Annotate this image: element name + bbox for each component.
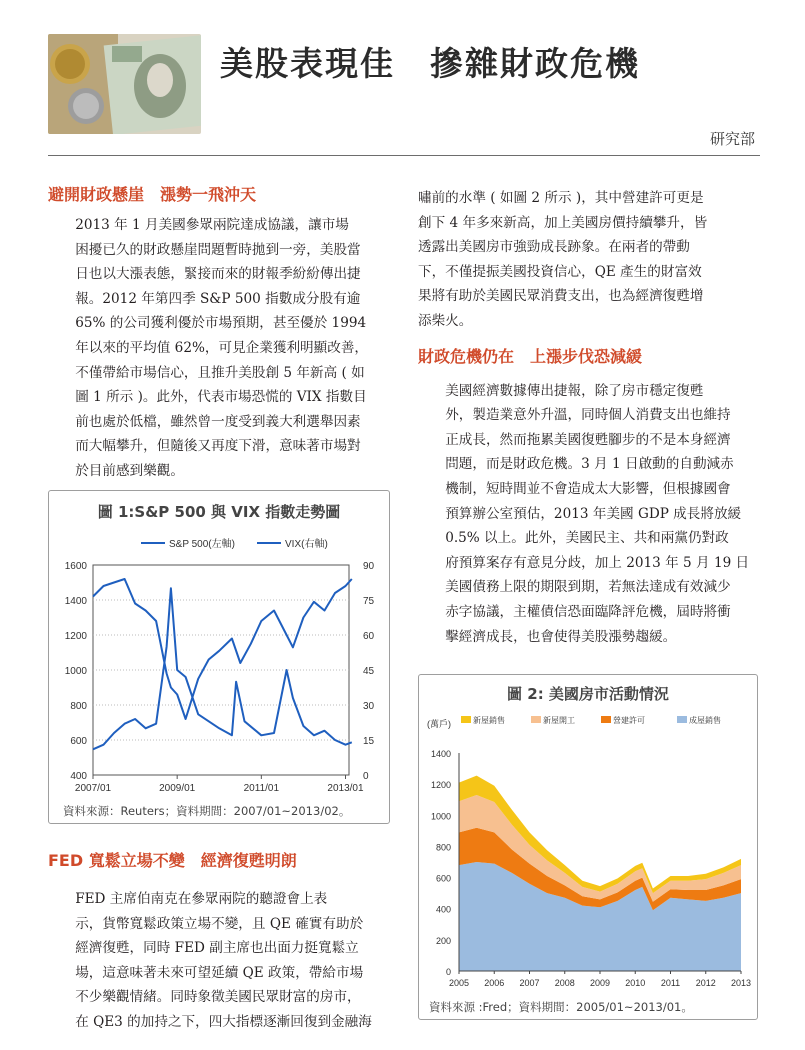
unit-label: (萬戶) <box>427 719 451 729</box>
text-line: 添柴火。 <box>418 312 473 329</box>
x-tick-label: 2006 <box>484 978 505 988</box>
text-line: 不僅帶給市場信心，且推升美股創 5 年新高 ( 如 <box>75 364 365 381</box>
y-right-tick-label: 15 <box>363 736 375 747</box>
y-right-tick-label: 45 <box>363 666 375 677</box>
x-tick-label: 2007/01 <box>74 783 112 794</box>
x-tick-label: 2013/01 <box>327 783 364 794</box>
department-label: 研究部 <box>709 130 755 148</box>
text-line: 果將有助於美國民眾消費支出，也為經濟復甦增 <box>418 288 704 305</box>
text-line: 場，這意味著未來可望延續 QE 政策，帶給市場 <box>75 964 364 981</box>
text-line: 正成長，然而拖累美國復甦腳步的不是本身經濟 <box>445 431 731 448</box>
section-heading: 財政危機仍在 上漲步伐恐減緩 <box>418 346 643 366</box>
y-left-tick-label: 1600 <box>64 561 87 572</box>
text-line: 於目前感到樂觀。 <box>75 462 184 479</box>
text-line: 下，不僅提振美國投資信心，QE 產生的財富效 <box>418 263 702 280</box>
text-line: 府預算案存有意見分歧，加上 2013 年 5 月 19 日 <box>445 554 750 571</box>
y-right-tick-label: 90 <box>363 561 375 572</box>
text-line: 嘯前的水準 ( 如圖 2 所示 )，其中營建許可更是 <box>418 190 704 206</box>
text-line: 0.5% 以上。此外，美國民主、共和兩黨仍對政 <box>445 530 729 547</box>
legend-label: 新屋開工 <box>543 716 575 725</box>
header-rule <box>48 155 760 156</box>
x-tick-label: 2005 <box>448 978 470 988</box>
y-left-tick-label: 600 <box>70 736 87 747</box>
chart-sp500-vix-plot <box>49 491 391 825</box>
legend-swatch <box>531 716 541 723</box>
x-tick-label: 2011/01 <box>243 783 280 794</box>
text-line: FED 主席伯南克在參眾兩院的聽證會上表 <box>75 891 328 907</box>
text-line: 示，貨幣寬鬆政策立場不變，且 QE 確實有助於 <box>75 915 364 932</box>
x-tick-label: 2009 <box>589 978 611 988</box>
series-line <box>93 588 352 749</box>
text-line: 美國經濟數據傳出捷報，除了房市穩定復甦 <box>445 382 704 399</box>
y-tick-label: 800 <box>435 842 451 853</box>
text-line: 擊經濟成長，也會使得美股漲勢趨緩。 <box>445 628 677 645</box>
text-line: 日也以大漲表態，緊接而來的財報季紛紛傳出捷 <box>75 266 361 283</box>
text-line: 創下 4 年多來新高，加上美國房價持續攀升，皆 <box>418 214 708 231</box>
text-line: 透露出美國房市強勁成長跡象。在兩者的帶動 <box>418 239 690 256</box>
chart-sp500-vix <box>48 490 390 824</box>
x-tick-label: 2010 <box>625 978 646 988</box>
text-line: 經濟復甦，同時 FED 副主席也出面力挺寬鬆立 <box>75 940 359 957</box>
y-tick-label: 1400 <box>430 749 451 759</box>
text-line: 在 QE3 的加持之下，四大指標逐漸回復到金融海 <box>75 1013 372 1030</box>
y-left-tick-label: 400 <box>70 771 87 782</box>
text-line: 65% 的公司獲利優於市場預期，甚至優於 1994 <box>75 315 367 332</box>
y-left-tick-label: 1400 <box>64 596 87 607</box>
text-line: 圖 1 所示 )。此外，代表市場恐慌的 VIX 指數目 <box>75 389 367 406</box>
legend-label: VIX(右軸) <box>285 539 328 550</box>
x-tick-label: 2011 <box>660 978 681 988</box>
text-line: 而大幅攀升，但隨後又再度下滑，意味著市場對 <box>75 438 361 455</box>
text-line: 問題，而是財政危機。3 月 1 日啟動的自動減赤 <box>445 456 734 473</box>
x-tick-label: 2008 <box>554 978 575 988</box>
y-right-tick-label: 75 <box>363 596 375 607</box>
text-line: 赤字協議，主權債信恐面臨降評危機，屆時將衝 <box>445 603 731 620</box>
column-right <box>418 186 758 649</box>
y-tick-label: 0 <box>445 967 451 977</box>
y-tick-label: 1000 <box>430 811 451 822</box>
y-left-tick-label: 1200 <box>64 631 87 642</box>
section-heading: FED 寬鬆立場不變 經濟復甦明朗 <box>48 851 297 870</box>
text-line: 前也處於低檔，雖然曾一度受到義大利選舉因素 <box>75 413 361 430</box>
legend-label: 營建許可 <box>613 716 645 725</box>
chart-housing <box>418 674 758 1020</box>
text-line: 預算辦公室預估，2013 年美國 GDP 成長將放緩 <box>445 505 742 522</box>
text-line: 美國債務上限的期限到期，若無法達成有效減少 <box>445 579 731 596</box>
chart-housing-plot <box>419 675 759 1021</box>
chart-title: 圖 2: 美國房市活動情況 <box>507 685 669 703</box>
section-body <box>418 379 758 650</box>
chart-source: 資料來源 :Fred；資料期間：2005/01~2013/01。 <box>429 1000 693 1014</box>
column-left-lower <box>48 848 391 1035</box>
legend-swatch <box>601 716 611 723</box>
x-tick-label: 2012 <box>695 978 716 988</box>
text-line: 外，製造業意外升溫，同時個人消費支出也維持 <box>445 407 731 424</box>
y-tick-label: 400 <box>435 904 451 915</box>
legend-swatch <box>461 716 471 723</box>
y-right-tick-label: 60 <box>363 631 375 642</box>
text-line: 報。2012 年第四季 S&P 500 指數成分股有逾 <box>75 290 361 307</box>
text-line: 不少樂觀情緒。同時象徵美國民眾財富的房市， <box>75 989 361 1006</box>
section-body <box>48 213 391 484</box>
y-tick-label: 1200 <box>430 780 451 791</box>
y-left-tick-label: 800 <box>70 701 87 712</box>
text-line: 年以來的平均值 62%，可見企業獲利明顯改善， <box>75 339 369 356</box>
legend-label: 新屋銷售 <box>473 716 505 725</box>
legend-label: 成屋銷售 <box>689 716 721 725</box>
text-line: 2013 年 1 月美國參眾兩院達成協議，讓市場 <box>75 217 349 233</box>
y-right-tick-label: 0 <box>363 771 369 782</box>
text-line: 困擾已久的財政懸崖問題暫時拋到一旁，美股當 <box>75 241 361 258</box>
chart-source: 資料來源：Reuters；資料期間：2007/01~2013/02。 <box>63 804 351 818</box>
legend-swatch <box>677 716 687 723</box>
x-tick-label: 2009/01 <box>159 783 196 794</box>
chart-title: 圖 1:S&P 500 與 VIX 指數走勢圖 <box>97 503 341 521</box>
y-right-tick-label: 30 <box>363 701 375 712</box>
text-line: 機制，短時間並不會造成太大影響，但根據國會 <box>445 480 731 497</box>
money-photo <box>48 34 201 134</box>
y-tick-label: 200 <box>435 935 451 946</box>
x-tick-label: 2013 <box>730 978 752 988</box>
section-body-continued <box>418 186 758 334</box>
y-left-tick-label: 1000 <box>64 666 87 677</box>
x-tick-label: 2007 <box>519 978 540 988</box>
section-heading: 避開財政懸崖 漲勢一飛沖天 <box>48 185 257 204</box>
page-title: 美股表現佳 摻雜財政危機 <box>220 44 640 83</box>
section-body <box>48 887 391 1035</box>
y-tick-label: 600 <box>435 873 451 884</box>
column-left <box>48 182 391 484</box>
legend-label: S&P 500(左軸) <box>169 539 235 550</box>
